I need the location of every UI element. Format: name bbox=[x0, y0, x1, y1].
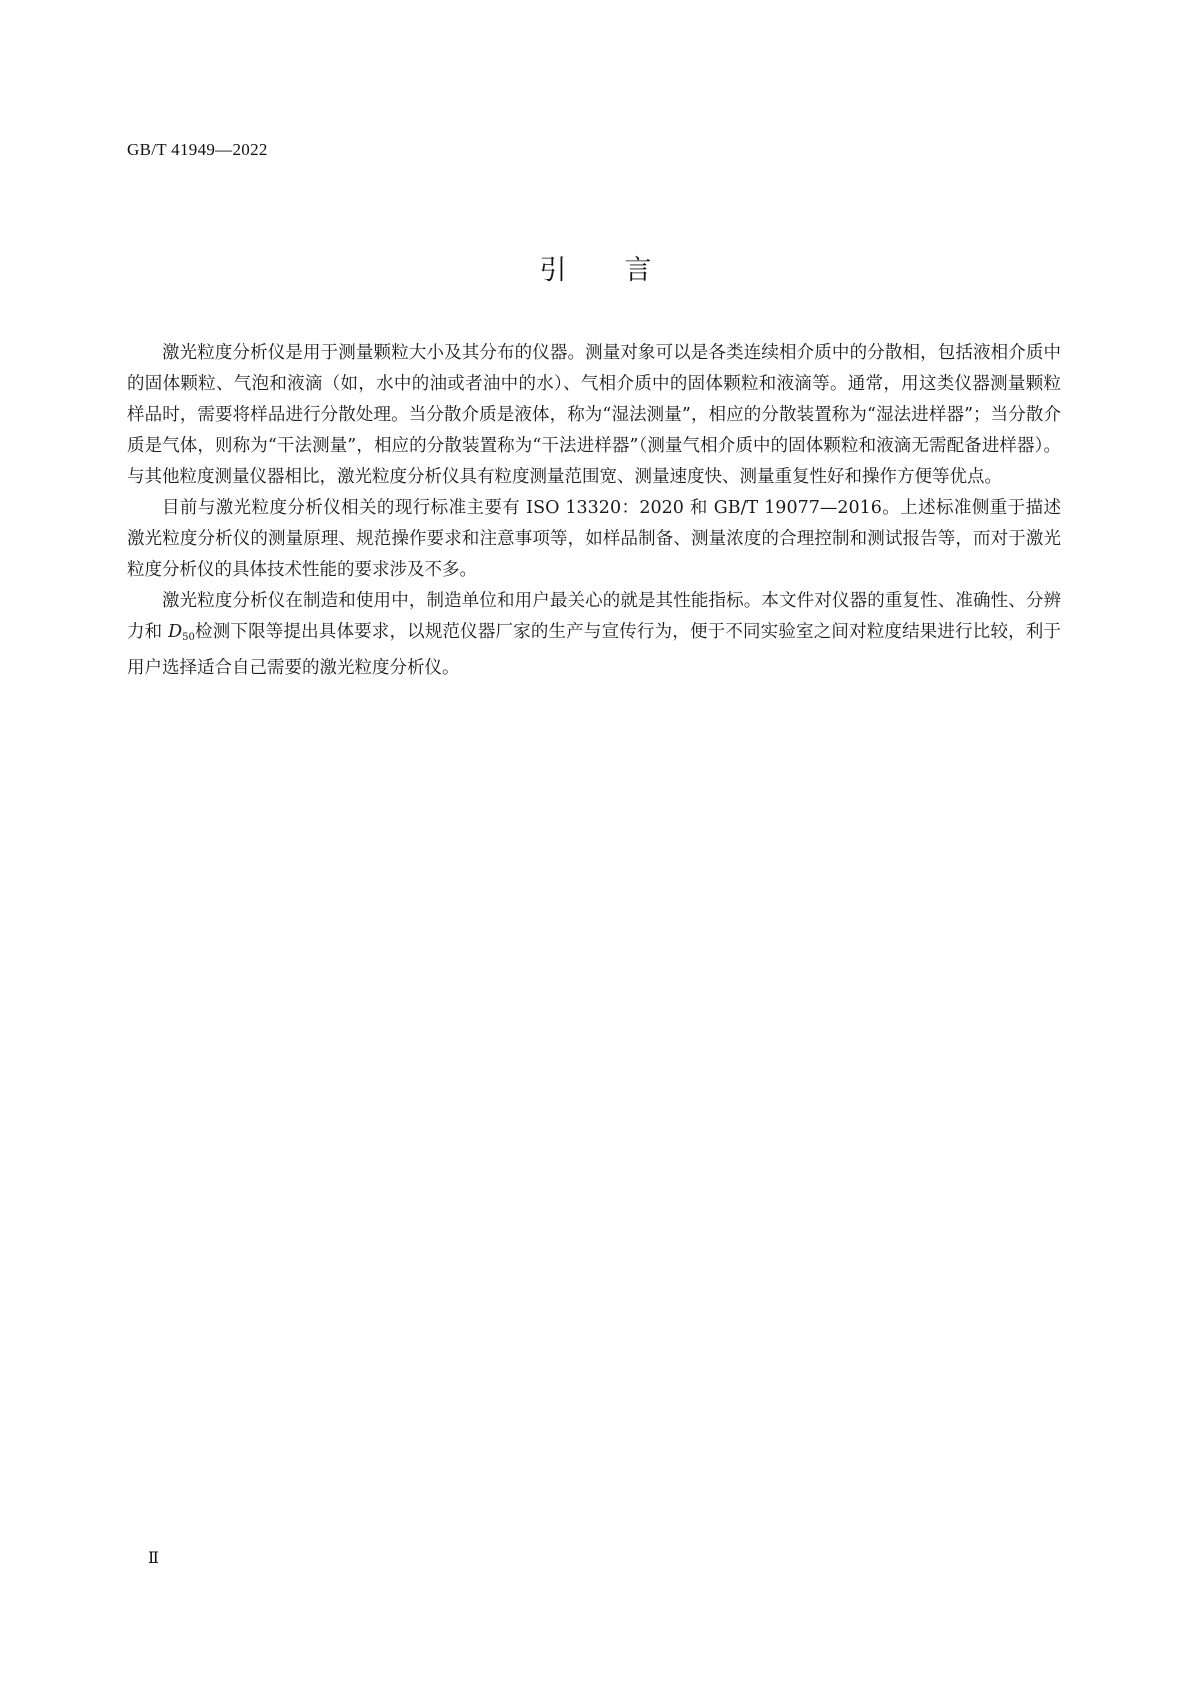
page-number: Ⅱ bbox=[148, 1548, 159, 1567]
paragraph-1: 激光粒度分析仪是用于测量颗粒大小及其分布的仪器。测量对象可以是各类连续相介质中的分散相，包括液相介质中的固体颗粒、气泡和液滴（如，水中的油或者油中的水）、气相介质中的固体颗粒和液滴等。通常，用这类仪器测量颗粒样品时，需要将样品进行分散处理。当分散介质是液体，称为“湿法测量”，相应的分散装置称为“湿法进样器”；当分散介质是气体，则称为“干法测量”，相应的分散装置称为“干法进样器”（测量气相介质中的固体颗粒和液滴无需配备进样器）。与其他粒度测量仪器相比，激光粒度分析仪具有粒度测量范围宽、测量速度快、测量重复性好和操作方便等优点。 bbox=[127, 343, 1061, 487]
d50-symbol: D bbox=[168, 622, 183, 642]
d50-subscript: 50 bbox=[182, 632, 195, 643]
page-title: 引言 bbox=[539, 255, 710, 286]
paragraph-3-before: 激光粒度分析仪在制造和使用中，制造单位和用户最关心的就是其性能指标。本文件对仪器的重复性、准确性、分辨力和 bbox=[127, 591, 1061, 642]
paragraph-3 bbox=[127, 586, 1061, 684]
body-text bbox=[127, 338, 1061, 684]
paragraph-2: 目前与激光粒度分析仪相关的现行标准主要有 ISO 13320：2020 和 GB/T 19077—2016。上述标准侧重于描述激光粒度分析仪的测量原理、规范操作要求和注意事项等，如样品制备、测量浓度的合理控制和测试报告等，而对于激光粒度分析仪的具体技术性能的要求涉及不多。 bbox=[127, 498, 1061, 580]
standard-code: GB/T 41949—2022 bbox=[127, 140, 268, 159]
paragraph-3-after: 检测下限等提出具体要求，以规范仪器厂家的生产与宣传行为，便于不同实验室之间对粒度结果进行比较，利于用户选择适合自己需要的激光粒度分析仪。 bbox=[127, 622, 1061, 678]
